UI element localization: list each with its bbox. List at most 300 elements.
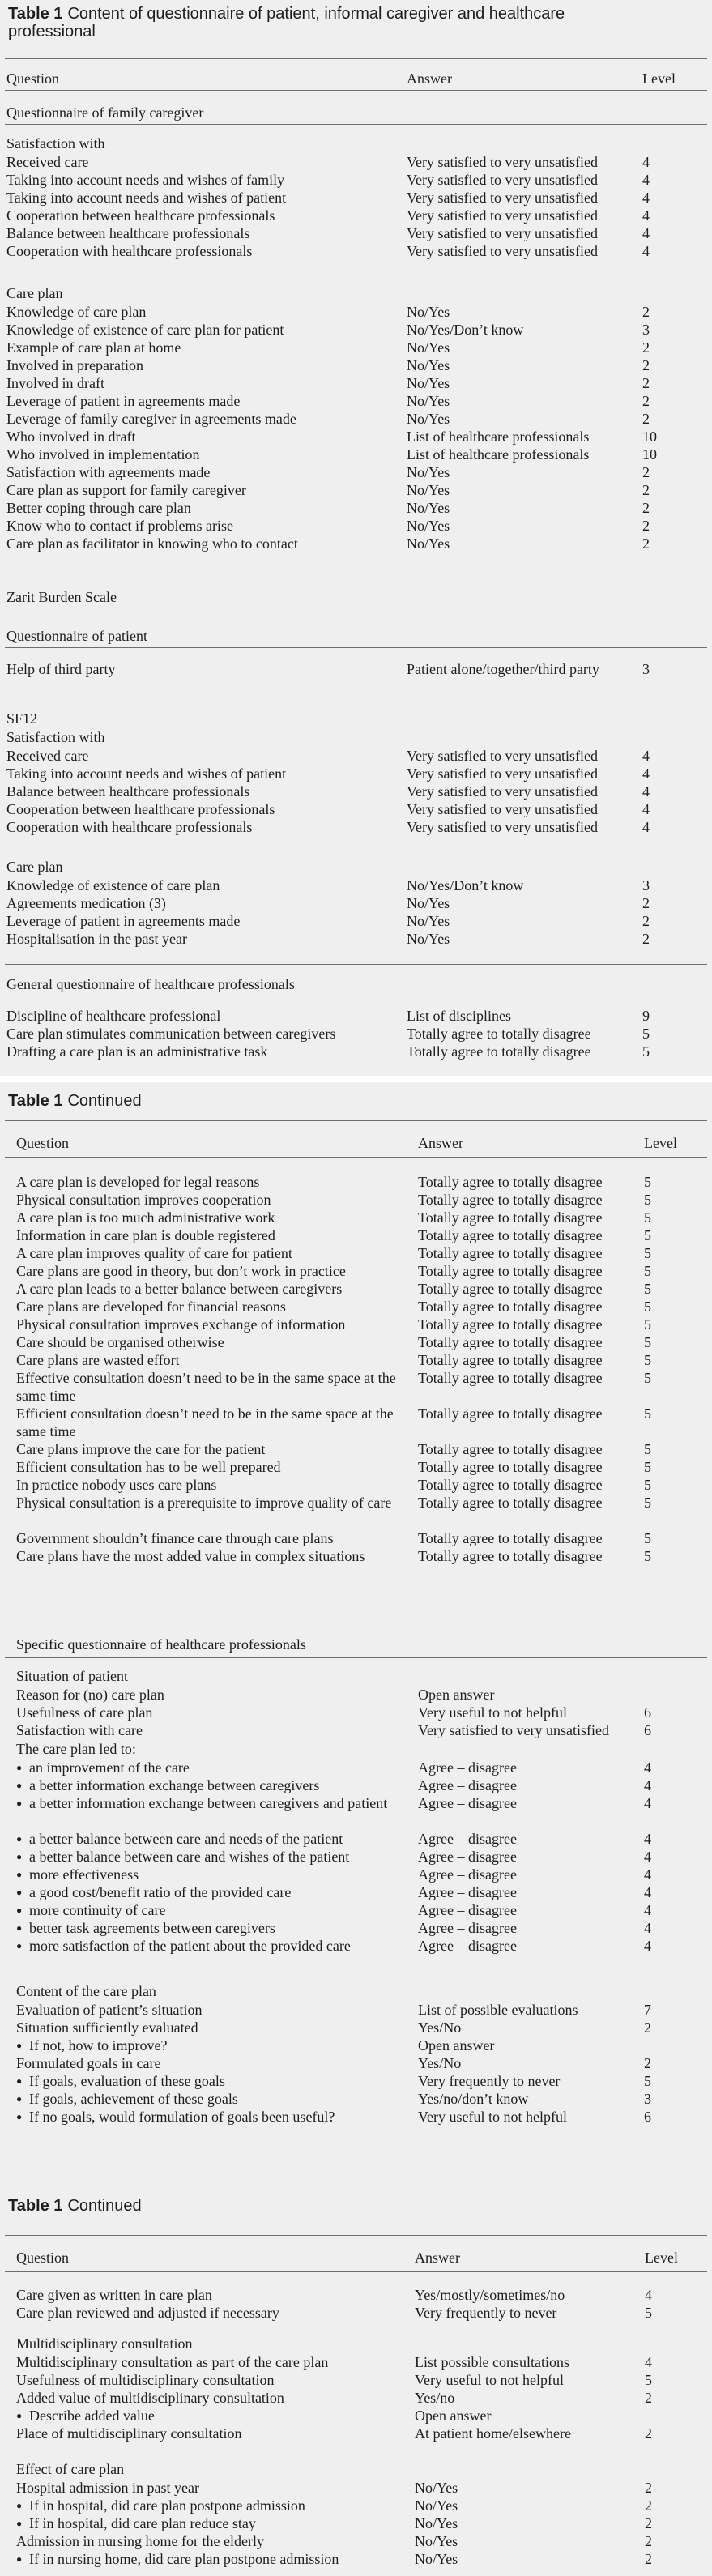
bullet-icon: ● <box>16 2075 23 2087</box>
level-value: 2 <box>644 2055 651 2071</box>
question-text: Care plans are wasted effort <box>16 1352 180 1368</box>
answer-text: No/Yes <box>415 2551 458 2567</box>
level-value: 2 <box>642 357 650 373</box>
question-text: Formulated goals in care <box>16 2055 161 2071</box>
answer-text: No/Yes/Don’t know <box>407 322 524 338</box>
table-caption-label: Table 1 <box>8 1092 63 1110</box>
question-text: Care given as written in care plan <box>16 2287 212 2303</box>
answer-text: Totally agree to totally disagree <box>418 1245 603 1261</box>
answer-text: Very satisfied to very unsatisfied <box>407 748 598 764</box>
table-rule <box>5 90 707 91</box>
level-value: 2 <box>642 411 650 427</box>
level-value: 4 <box>642 748 650 764</box>
level-value: 2 <box>642 339 650 356</box>
question-text: Care plan as support for family caregiver <box>6 482 246 498</box>
answer-text: Agree – disagree <box>418 1777 517 1793</box>
table-1-continued-panel <box>0 1082 712 2186</box>
table-caption-label: Table 1 <box>8 5 63 23</box>
bullet-icon: ● <box>16 1798 23 1809</box>
level-value: 4 <box>644 1920 651 1936</box>
level-value: 4 <box>644 1902 651 1918</box>
level-value: 5 <box>644 1352 651 1368</box>
column-header-answer: Answer <box>418 1135 463 1151</box>
level-value: 2 <box>642 931 650 947</box>
bullet-icon: ● <box>16 1780 23 1791</box>
question-text: Drafting a care plan is an administrative task <box>6 1043 268 1060</box>
question-text: more satisfaction of the patient about the provided care <box>29 1938 351 1954</box>
question-text: Help of third party <box>6 661 116 677</box>
question-text: A care plan leads to a better balance between caregivers <box>16 1281 343 1297</box>
question-text: Received care <box>6 748 89 764</box>
answer-text: Totally agree to totally disagree <box>418 1548 603 1564</box>
question-text: A care plan is developed for legal reasons <box>16 1174 260 1190</box>
question-text: Cooperation with healthcare professionals <box>6 819 253 835</box>
question-text: If in nursing home, did care plan postpone admission <box>29 2551 339 2567</box>
level-value: 5 <box>642 1026 650 1042</box>
answer-text: No/Yes <box>407 411 450 427</box>
bullet-icon: ● <box>16 2093 23 2105</box>
level-value: 5 <box>644 1459 651 1475</box>
question-text: Usefulness of multidisciplinary consultation <box>16 2372 275 2388</box>
level-value: 5 <box>645 2372 652 2388</box>
level-value: 2 <box>642 913 650 929</box>
level-value: 5 <box>644 1316 651 1333</box>
level-value: 2 <box>642 393 650 409</box>
bullet-icon: ● <box>16 2111 23 2122</box>
question-text: Discipline of healthcare professional <box>6 1008 221 1024</box>
answer-text: Yes/mostly/sometimes/no <box>415 2287 565 2303</box>
answer-text: No/Yes <box>407 464 450 480</box>
question-text: Received care <box>6 154 89 170</box>
answer-text: Agree – disagree <box>418 1831 517 1847</box>
level-value: 5 <box>644 2073 651 2089</box>
question-text: Better coping through care plan <box>6 500 191 516</box>
table-rule <box>5 1120 707 1121</box>
answer-text: Very satisfied to very unsatisfied <box>407 819 598 835</box>
answer-text: No/Yes <box>407 357 450 373</box>
question-text: If no goals, would formulation of goals been useful? <box>29 2109 335 2125</box>
answer-text: Yes/No <box>418 2055 462 2071</box>
level-value: 5 <box>644 1530 651 1546</box>
answer-text: Very satisfied to very unsatisfied <box>407 243 598 259</box>
answer-text: No/Yes <box>415 2497 458 2514</box>
level-value: 4 <box>642 766 650 782</box>
question-text: Physical consultation improves exchange of information <box>16 1316 346 1333</box>
question-text: a better balance between care and wishes of the patient <box>29 1849 350 1865</box>
level-value: 2 <box>642 304 650 320</box>
section-title-patient: Questionnaire of patient <box>6 628 147 644</box>
level-value: 4 <box>644 1831 651 1847</box>
level-value: 6 <box>644 1704 651 1721</box>
answer-text: No/Yes <box>407 304 450 320</box>
answer-text: No/Yes <box>415 2480 458 2496</box>
answer-text: No/Yes <box>407 931 450 947</box>
question-text: If not, how to improve? <box>29 2037 168 2054</box>
answer-text: No/Yes <box>407 913 450 929</box>
answer-text: Open answer <box>415 2408 492 2424</box>
question-text: Knowledge of existence of care plan <box>6 877 220 893</box>
section-title-specific-professionals: Specific questionnaire of healthcare professionals <box>16 1636 306 1653</box>
answer-text: Very useful to not helpful <box>415 2372 564 2388</box>
column-header-answer: Answer <box>415 2250 460 2266</box>
question-text: Cooperation between healthcare professionals <box>6 801 275 817</box>
group-title-care-plan: Care plan <box>6 859 63 875</box>
answer-text: No/Yes <box>407 895 450 911</box>
answer-text: No/Yes <box>407 393 450 409</box>
question-text: Care plans improve the care for the patient <box>16 1441 266 1457</box>
group-title-situation: Situation of patient <box>16 1668 128 1684</box>
answer-text: Agree – disagree <box>418 1849 517 1865</box>
question-text: Government shouldn’t finance care through care plans <box>16 1530 334 1546</box>
answer-text: Very useful to not helpful <box>418 2109 567 2125</box>
answer-text: Very satisfied to very unsatisfied <box>407 801 598 817</box>
level-value: 2 <box>642 464 650 480</box>
level-value: 9 <box>642 1008 650 1024</box>
level-value: 2 <box>645 2551 652 2567</box>
question-text: Taking into account needs and wishes of family <box>6 172 285 188</box>
level-value: 4 <box>642 225 650 241</box>
question-text: Satisfaction with agreements made <box>6 464 211 480</box>
level-value: 3 <box>642 661 650 677</box>
question-text: Cooperation with healthcare professionals <box>6 243 253 259</box>
group-title-multidisciplinary: Multidisciplinary consultation <box>16 2335 193 2352</box>
question-text: Taking into account needs and wishes of patient <box>6 190 287 206</box>
question-text: If goals, evaluation of these goals <box>29 2073 225 2089</box>
level-value: 6 <box>644 2109 651 2125</box>
answer-text: Very satisfied to very unsatisfied <box>407 783 598 800</box>
group-title-satisfaction: Satisfaction with <box>6 729 105 745</box>
question-text: more effectiveness <box>29 1866 139 1883</box>
table-rule <box>5 2271 707 2272</box>
level-value: 4 <box>642 243 650 259</box>
question-text: Reason for (no) care plan <box>16 1687 164 1703</box>
question-text: Balance between healthcare professionals <box>6 783 250 800</box>
level-value: 5 <box>644 1441 651 1457</box>
table-rule <box>5 1157 707 1158</box>
level-value: 2 <box>644 2019 651 2036</box>
question-text: Knowledge of existence of care plan for patient <box>6 322 284 338</box>
level-value: 5 <box>644 1370 651 1386</box>
level-value: 5 <box>644 1245 651 1261</box>
bullet-icon: ● <box>16 2553 23 2565</box>
group-title-satisfaction: Satisfaction with <box>6 135 105 151</box>
answer-text: No/Yes <box>415 2515 458 2531</box>
level-value: 4 <box>642 172 650 188</box>
group-title-care-plan-led-to: The care plan led to: <box>16 1741 136 1757</box>
level-value: 4 <box>644 1938 651 1954</box>
group-title-care-plan: Care plan <box>6 285 63 301</box>
bullet-icon: ● <box>16 2040 23 2051</box>
section-title-family-caregiver: Questionnaire of family caregiver <box>6 104 204 121</box>
group-title-effect-care-plan: Effect of care plan <box>16 2461 125 2477</box>
question-text: Usefulness of care plan <box>16 1704 153 1721</box>
level-value: 5 <box>644 1405 651 1422</box>
answer-text: Very satisfied to very unsatisfied <box>407 172 598 188</box>
answer-text: Totally agree to totally disagree <box>418 1405 603 1422</box>
answer-text: Totally agree to totally disagree <box>418 1352 603 1368</box>
question-text: more continuity of care <box>29 1902 166 1918</box>
level-value: 4 <box>642 154 650 170</box>
answer-text: At patient home/elsewhere <box>415 2425 571 2442</box>
question-text: Leverage of family caregiver in agreements made <box>6 411 296 427</box>
level-value: 2 <box>645 2497 652 2514</box>
level-value: 5 <box>644 1299 651 1315</box>
level-value: 5 <box>644 1209 651 1226</box>
question-text: Admission in nursing home for the elderly <box>16 2533 264 2549</box>
question-text: In practice nobody uses care plans <box>16 1477 217 1493</box>
level-value: 4 <box>644 1849 651 1865</box>
answer-text: No/Yes <box>407 535 450 552</box>
table-rule <box>5 964 707 965</box>
level-value: 4 <box>644 1759 651 1776</box>
answer-text: Totally agree to totally disagree <box>418 1495 603 1511</box>
bullet-icon: ● <box>16 2500 23 2511</box>
table-caption <box>8 1092 704 1110</box>
level-value: 4 <box>645 2287 652 2303</box>
level-value: 4 <box>642 819 650 835</box>
question-text: A care plan improves quality of care for patient <box>16 1245 292 1261</box>
question-text: Multidisciplinary consultation as part of the care plan <box>16 2354 329 2370</box>
question-text: Describe added value <box>29 2408 155 2424</box>
question-text: Care plans are developed for financial reasons <box>16 1299 286 1315</box>
question-text: Cooperation between healthcare professionals <box>6 207 275 224</box>
question-text: Knowledge of care plan <box>6 304 147 320</box>
sf12-label: SF12 <box>6 710 38 727</box>
answer-text: Agree – disagree <box>418 1866 517 1883</box>
level-value: 2 <box>645 2515 652 2531</box>
answer-text: Open answer <box>418 2037 495 2054</box>
level-value: 5 <box>645 2305 652 2321</box>
table-caption-text: Continued <box>67 1092 142 1110</box>
answer-text: Totally agree to totally disagree <box>418 1370 603 1386</box>
table-rule <box>5 647 707 648</box>
question-text: Efficient consultation has to be well prepared <box>16 1459 281 1475</box>
answer-text: Totally agree to totally disagree <box>418 1192 603 1208</box>
answer-text: Totally agree to totally disagree <box>418 1316 603 1333</box>
question-text: Care plan stimulates communication between caregivers <box>6 1026 336 1042</box>
bullet-icon: ● <box>16 1762 23 1773</box>
bullet-icon: ● <box>16 2518 23 2529</box>
level-value: 4 <box>644 1866 651 1883</box>
zarit-burden-scale: Zarit Burden Scale <box>6 589 117 605</box>
question-text: Care plan reviewed and adjusted if necessary <box>16 2305 279 2321</box>
answer-text: No/Yes <box>407 482 450 498</box>
level-value: 3 <box>644 2091 651 2107</box>
answer-text: Totally agree to totally disagree <box>418 1281 603 1297</box>
level-value: 2 <box>642 500 650 516</box>
answer-text: Totally agree to totally disagree <box>418 1263 603 1279</box>
level-value: 10 <box>642 446 657 463</box>
level-value: 2 <box>645 2533 652 2549</box>
answer-text: Very useful to not helpful <box>418 1704 567 1721</box>
answer-text: Totally agree to totally disagree <box>418 1209 603 1226</box>
column-header-question: Question <box>16 2250 69 2266</box>
answer-text: Totally agree to totally disagree <box>418 1174 603 1190</box>
answer-text: Agree – disagree <box>418 1795 517 1811</box>
level-value: 2 <box>642 518 650 534</box>
question-text: Evaluation of patient’s situation <box>16 2002 203 2018</box>
table-caption <box>8 5 624 41</box>
table-rule <box>5 2235 707 2236</box>
level-value: 2 <box>645 2390 652 2406</box>
bullet-icon: ● <box>16 1904 23 1916</box>
question-text: Taking into account needs and wishes of patient <box>6 766 287 782</box>
question-text: a better information exchange between caregivers <box>29 1777 320 1793</box>
level-value: 4 <box>642 207 650 224</box>
question-text: a good cost/benefit ratio of the provided care <box>29 1884 292 1900</box>
level-value: 5 <box>644 1227 651 1243</box>
answer-text: Yes/No <box>418 2019 462 2036</box>
level-value: 5 <box>644 1263 651 1279</box>
answer-text: Patient alone/together/third party <box>407 661 599 677</box>
answer-text: No/Yes <box>407 518 450 534</box>
column-header-level: Level <box>645 2250 678 2266</box>
answer-text: Totally agree to totally disagree <box>418 1227 603 1243</box>
question-text: Involved in draft <box>6 375 104 391</box>
level-value: 5 <box>642 1043 650 1060</box>
question-text: If goals, achievement of these goals <box>29 2091 238 2107</box>
answer-text: Very frequently to never <box>418 2073 561 2089</box>
question-text: Who involved in draft <box>6 429 136 445</box>
answer-text: Very satisfied to very unsatisfied <box>407 190 598 206</box>
answer-text: No/Yes <box>415 2533 458 2549</box>
answer-text: No/Yes <box>407 500 450 516</box>
answer-text: List of possible evaluations <box>418 2002 578 2018</box>
level-value: 4 <box>642 783 650 800</box>
level-value: 5 <box>644 1477 651 1493</box>
answer-text: No/Yes <box>407 375 450 391</box>
question-text: Who involved in implementation <box>6 446 200 463</box>
table-caption <box>8 2197 704 2215</box>
level-value: 2 <box>642 895 650 911</box>
question-text: Place of multidisciplinary consultation <box>16 2425 242 2442</box>
question-text: better task agreements between caregivers <box>29 1920 275 1936</box>
bullet-icon: ● <box>16 1922 23 1934</box>
answer-text: Totally agree to totally disagree <box>418 1334 603 1350</box>
group-title-content-care-plan: Content of the care plan <box>16 1983 156 1999</box>
answer-text: Yes/no/don’t know <box>418 2091 529 2107</box>
table-1-panel <box>0 0 712 1076</box>
question-text: Leverage of patient in agreements made <box>6 913 241 929</box>
answer-text: Very satisfied to very unsatisfied <box>407 766 598 782</box>
bullet-icon: ● <box>16 1851 23 1862</box>
question-text: a better information exchange between caregivers and patient <box>29 1795 388 1811</box>
table-1-continued-2-panel <box>0 2186 712 2576</box>
answer-text: Totally agree to totally disagree <box>407 1026 591 1042</box>
answer-text: List of healthcare professionals <box>407 429 590 445</box>
answer-text: Totally agree to totally disagree <box>407 1043 591 1060</box>
level-value: 5 <box>644 1334 651 1350</box>
level-value: 3 <box>642 322 650 338</box>
answer-text: Totally agree to totally disagree <box>418 1477 603 1493</box>
bullet-icon: ● <box>16 1833 23 1845</box>
answer-text: Very frequently to never <box>415 2305 557 2321</box>
level-value: 7 <box>644 2002 651 2018</box>
level-value: 2 <box>645 2425 652 2442</box>
question-text: Agreements medication (3) <box>6 895 166 911</box>
answer-text: Totally agree to totally disagree <box>418 1530 603 1546</box>
question-text: Know who to contact if problems arise <box>6 518 233 534</box>
answer-text: Agree – disagree <box>418 1938 517 1954</box>
table-caption-text: Content of questionnaire of patient, informal caregiver and healthcare professional <box>8 5 565 41</box>
answer-text: List of disciplines <box>407 1008 511 1024</box>
table-rule <box>5 124 707 125</box>
question-text: Physical consultation improves cooperation <box>16 1192 271 1208</box>
answer-text: Very satisfied to very unsatisfied <box>418 1722 609 1738</box>
question-text: Hospitalisation in the past year <box>6 931 187 947</box>
answer-text: Very satisfied to very unsatisfied <box>407 154 598 170</box>
level-value: 5 <box>644 1174 651 1190</box>
answer-text: Totally agree to totally disagree <box>418 1441 603 1457</box>
level-value: 4 <box>644 1795 651 1811</box>
column-header-question: Question <box>6 70 59 87</box>
column-header-answer: Answer <box>407 70 452 87</box>
answer-text: Agree – disagree <box>418 1902 517 1918</box>
answer-text: Agree – disagree <box>418 1884 517 1900</box>
table-caption-text: Continued <box>67 2197 142 2215</box>
answer-text: No/Yes/Don’t know <box>407 877 524 893</box>
question-text: Physical consultation is a prerequisite to improve quality of care <box>16 1495 392 1511</box>
answer-text: Open answer <box>418 1687 495 1703</box>
column-header-question: Question <box>16 1135 69 1151</box>
level-value: 4 <box>642 801 650 817</box>
level-value: 5 <box>644 1495 651 1511</box>
answer-text: Totally agree to totally disagree <box>418 1459 603 1475</box>
bullet-icon: ● <box>16 2410 23 2421</box>
level-value: 5 <box>644 1192 651 1208</box>
bullet-icon: ● <box>16 1887 23 1898</box>
question-text: Efficient consultation doesn’t need to be in the same space at the same time <box>16 1405 394 1439</box>
level-value: 5 <box>644 1548 651 1564</box>
question-text: Satisfaction with care <box>16 1722 143 1738</box>
column-header-level: Level <box>642 70 676 87</box>
question-text: If in hospital, did care plan postpone admission <box>29 2497 305 2514</box>
level-value: 6 <box>644 1722 651 1738</box>
question-text: Care plans are good in theory, but don’t work in practice <box>16 1263 346 1279</box>
question-text: Care plans have the most added value in complex situations <box>16 1548 365 1564</box>
bullet-icon: ● <box>16 1869 23 1880</box>
answer-text: Very satisfied to very unsatisfied <box>407 225 598 241</box>
question-text: Added value of multidisciplinary consultation <box>16 2390 284 2406</box>
question-text: If in hospital, did care plan reduce stay <box>29 2515 256 2531</box>
table-rule <box>5 58 707 59</box>
question-text: Example of care plan at home <box>6 339 181 356</box>
level-value: 4 <box>642 190 650 206</box>
answer-text: List of healthcare professionals <box>407 446 590 463</box>
answer-text: Agree – disagree <box>418 1920 517 1936</box>
answer-text: List possible consultations <box>415 2354 569 2370</box>
answer-text: Agree – disagree <box>418 1759 517 1776</box>
level-value: 2 <box>645 2480 652 2496</box>
answer-text: Yes/no <box>415 2390 455 2406</box>
question-text: Care plan as facilitator in knowing who to contact <box>6 535 298 552</box>
bullet-icon: ● <box>16 1940 23 1951</box>
column-header-level: Level <box>644 1135 677 1151</box>
level-value: 4 <box>644 1884 651 1900</box>
question-text: Leverage of patient in agreements made <box>6 393 241 409</box>
answer-text: Totally agree to totally disagree <box>418 1299 603 1315</box>
question-text: a better balance between care and needs of the patient <box>29 1831 343 1847</box>
question-text: Involved in preparation <box>6 357 143 373</box>
level-value: 5 <box>644 1281 651 1297</box>
level-value: 4 <box>645 2354 652 2370</box>
level-value: 2 <box>642 375 650 391</box>
table-rule <box>5 1657 707 1658</box>
answer-text: No/Yes <box>407 339 450 356</box>
level-value: 3 <box>642 877 650 893</box>
answer-text: Very satisfied to very unsatisfied <box>407 207 598 224</box>
question-text: A care plan is too much administrative work <box>16 1209 275 1226</box>
